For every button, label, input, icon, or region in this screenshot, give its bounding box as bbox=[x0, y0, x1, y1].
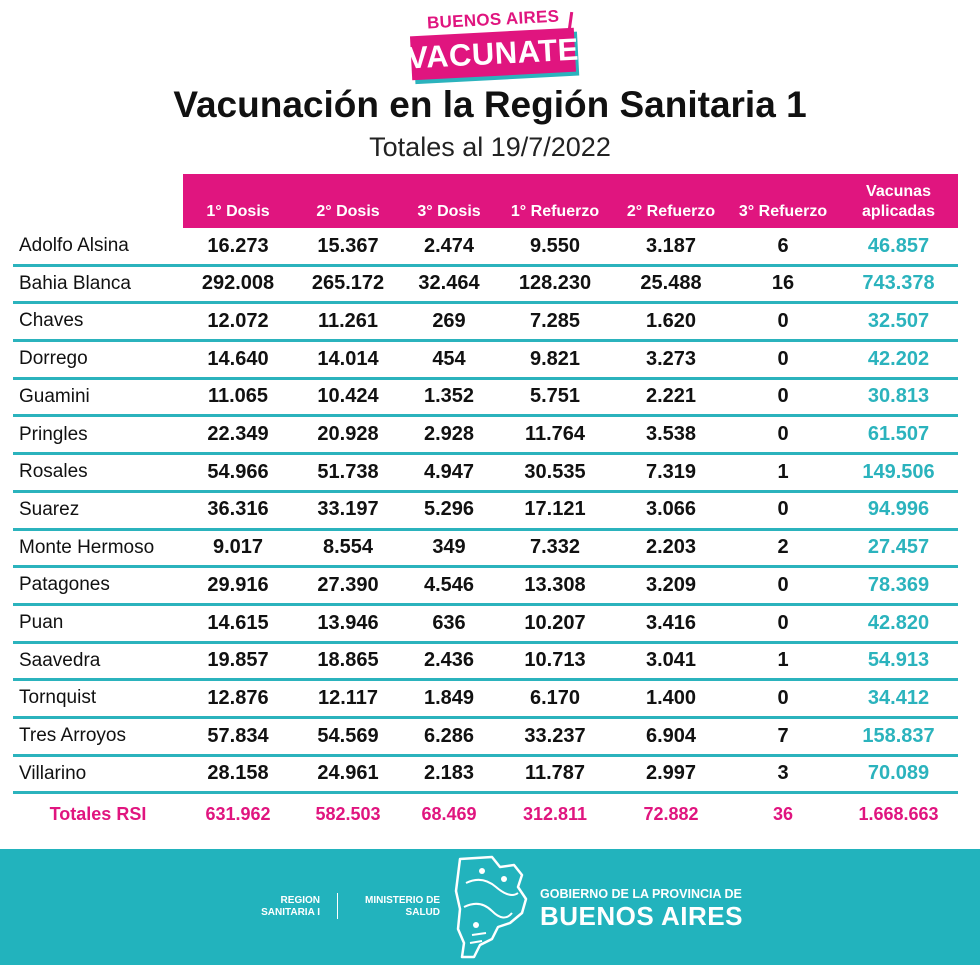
row-district-name: Suarez bbox=[19, 498, 80, 520]
footer-divider bbox=[337, 893, 338, 919]
row-value-cell: 33.197 bbox=[317, 498, 379, 521]
footer bbox=[0, 849, 980, 965]
row-value-cell: 12.072 bbox=[207, 309, 269, 332]
row-value-cell: 20.928 bbox=[317, 423, 379, 445]
row-value-cell: 3.187 bbox=[645, 234, 697, 257]
row-value-cell: 8.554 bbox=[322, 536, 374, 559]
col-head-refuerzo-3: 3° Refuerzo bbox=[738, 203, 828, 220]
row-value-cell: 3 bbox=[777, 762, 789, 785]
row-district-name: Patagones bbox=[19, 574, 110, 596]
footer-ministry-line2: SALUD bbox=[405, 907, 440, 918]
row-value-cell: 30.535 bbox=[524, 460, 586, 483]
row-value-cell: 1.620 bbox=[645, 309, 697, 332]
row-value-cell: 10.424 bbox=[317, 385, 379, 408]
row-value-cell: 4.947 bbox=[423, 460, 475, 483]
row-value-cell: 349 bbox=[432, 536, 466, 559]
totals-dosis-2: 582.503 bbox=[315, 803, 381, 824]
row-total-cell: 149.506 bbox=[862, 460, 935, 483]
totals-dosis-3: 68.469 bbox=[421, 803, 477, 824]
row-total-cell: 42.202 bbox=[867, 347, 930, 370]
row-value-cell: 2.221 bbox=[645, 385, 697, 408]
row-total-cell: 32.507 bbox=[867, 309, 930, 332]
row-value-cell: 0 bbox=[777, 611, 789, 634]
totals-vacunas: 1.668.663 bbox=[858, 803, 939, 824]
row-value-cell: 0 bbox=[777, 498, 789, 521]
table-row bbox=[13, 493, 958, 531]
page-title: Vacunación en la Región Sanitaria 1 bbox=[173, 84, 807, 125]
row-value-cell: 2.183 bbox=[423, 762, 475, 785]
footer-ministry-line1: MINISTERIO DE bbox=[364, 895, 440, 906]
row-value-cell: 7.285 bbox=[529, 309, 581, 332]
col-head-dosis-2: 2° Dosis bbox=[316, 203, 380, 220]
row-value-cell: 29.916 bbox=[207, 573, 269, 596]
col-head-refuerzo-2: 2° Refuerzo bbox=[626, 203, 716, 220]
totals-refuerzo-2: 72.882 bbox=[643, 803, 699, 824]
row-total-cell: 42.820 bbox=[867, 611, 930, 634]
table-row bbox=[13, 531, 958, 569]
row-value-cell: 15.367 bbox=[317, 234, 379, 257]
row-value-cell: 7 bbox=[777, 724, 789, 747]
col-head-refuerzo-1: 1° Refuerzo bbox=[510, 203, 600, 220]
row-total-cell: 78.369 bbox=[867, 573, 930, 596]
row-value-cell: 24.961 bbox=[317, 762, 379, 785]
row-value-cell: 9.017 bbox=[212, 536, 264, 559]
row-district-name: Pringles bbox=[19, 423, 88, 445]
row-value-cell: 2 bbox=[777, 536, 789, 559]
table-row bbox=[13, 342, 958, 380]
row-value-cell: 6.904 bbox=[645, 724, 697, 747]
row-value-cell: 3.416 bbox=[645, 611, 697, 634]
row-district-name: Villarino bbox=[19, 762, 87, 784]
table-row bbox=[13, 418, 958, 456]
page-subtitle: Totales al 19/7/2022 bbox=[369, 132, 611, 162]
row-value-cell: 454 bbox=[432, 347, 466, 370]
row-value-cell: 10.207 bbox=[524, 611, 586, 634]
row-value-cell: 6.286 bbox=[423, 724, 475, 747]
row-value-cell: 7.332 bbox=[529, 536, 581, 559]
totals-refuerzo-3: 36 bbox=[772, 803, 794, 824]
row-value-cell: 11.787 bbox=[524, 762, 586, 785]
row-value-cell: 13.946 bbox=[317, 611, 379, 634]
table-row bbox=[13, 681, 958, 719]
footer-gov-small: GOBIERNO DE LA PROVINCIA DE bbox=[540, 887, 742, 901]
row-total-cell: 54.913 bbox=[867, 649, 930, 672]
row-district-name: Tres Arroyos bbox=[19, 725, 126, 747]
row-value-cell: 3.273 bbox=[645, 347, 697, 370]
row-value-cell: 1 bbox=[777, 460, 789, 483]
col-head-vacunas-aplicadas: Vacunas aplicadas bbox=[862, 183, 935, 220]
row-total-cell: 61.507 bbox=[867, 423, 930, 445]
table-row bbox=[13, 267, 958, 305]
row-value-cell: 1.352 bbox=[423, 385, 475, 408]
footer-region-line1: REGION bbox=[280, 895, 320, 906]
row-value-cell: 28.158 bbox=[207, 762, 269, 785]
row-value-cell: 14.014 bbox=[317, 347, 379, 370]
totals-label: Totales RSI bbox=[49, 803, 147, 824]
footer-gov-big: BUENOS AIRES bbox=[540, 901, 743, 931]
row-value-cell: 57.834 bbox=[207, 724, 269, 747]
row-district-name: Monte Hermoso bbox=[19, 536, 155, 558]
logo-top-text: BUENOS AIRES bbox=[426, 6, 560, 33]
row-total-cell: 46.857 bbox=[867, 234, 930, 257]
row-value-cell: 6.170 bbox=[529, 686, 581, 709]
row-value-cell: 11.065 bbox=[207, 385, 269, 408]
row-value-cell: 5.751 bbox=[529, 385, 581, 408]
row-value-cell: 2.928 bbox=[423, 423, 475, 445]
row-value-cell: 22.349 bbox=[207, 423, 269, 445]
row-value-cell: 12.876 bbox=[207, 686, 269, 709]
row-district-name: Bahia Blanca bbox=[19, 272, 131, 294]
row-value-cell: 292.008 bbox=[201, 272, 275, 295]
row-value-cell: 11.261 bbox=[317, 309, 379, 332]
row-value-cell: 0 bbox=[777, 423, 789, 445]
row-value-cell: 11.764 bbox=[524, 423, 586, 445]
row-value-cell: 19.857 bbox=[207, 649, 269, 672]
row-value-cell: 54.966 bbox=[207, 460, 269, 483]
row-value-cell: 54.569 bbox=[317, 724, 379, 747]
row-value-cell: 18.865 bbox=[317, 649, 379, 672]
row-total-cell: 743.378 bbox=[862, 272, 935, 295]
row-value-cell: 0 bbox=[777, 347, 789, 370]
row-value-cell: 25.488 bbox=[640, 272, 702, 295]
row-value-cell: 3.209 bbox=[645, 573, 697, 596]
row-district-name: Guamini bbox=[19, 385, 90, 407]
row-value-cell: 4.546 bbox=[423, 573, 475, 596]
row-value-cell: 9.821 bbox=[529, 347, 581, 370]
row-value-cell: 13.308 bbox=[524, 573, 586, 596]
table-row bbox=[13, 568, 958, 606]
row-value-cell: 265.172 bbox=[311, 272, 385, 295]
totals-dosis-1: 631.962 bbox=[205, 803, 271, 824]
table-row bbox=[13, 229, 958, 267]
footer-region bbox=[250, 895, 320, 919]
row-value-cell: 269 bbox=[432, 309, 466, 332]
logo-main-text: VACUNATE bbox=[406, 31, 580, 76]
footer-ministry bbox=[350, 895, 440, 919]
row-value-cell: 14.615 bbox=[207, 611, 269, 634]
row-value-cell: 27.390 bbox=[317, 573, 379, 596]
row-value-cell: 636 bbox=[432, 611, 466, 634]
row-value-cell: 51.738 bbox=[317, 460, 379, 483]
table-row bbox=[13, 304, 958, 342]
buenos-aires-province-map-icon bbox=[452, 853, 532, 959]
totals-refuerzo-1: 312.811 bbox=[522, 803, 588, 824]
col-head-dosis-1: 1° Dosis bbox=[206, 203, 270, 220]
row-value-cell: 6 bbox=[777, 234, 789, 257]
row-value-cell: 2.997 bbox=[645, 762, 697, 785]
row-district-name: Chaves bbox=[19, 310, 84, 332]
row-value-cell: 0 bbox=[777, 385, 789, 408]
table-row bbox=[13, 719, 958, 757]
row-district-name: Adolfo Alsina bbox=[19, 235, 129, 256]
table-row bbox=[13, 380, 958, 418]
row-district-name: Saavedra bbox=[19, 649, 101, 671]
row-value-cell: 1.400 bbox=[645, 686, 697, 709]
table-row bbox=[13, 606, 958, 644]
row-value-cell: 2.203 bbox=[645, 536, 697, 559]
row-total-cell: 70.089 bbox=[867, 762, 930, 785]
row-value-cell: 33.237 bbox=[524, 724, 586, 747]
row-value-cell: 3.538 bbox=[645, 423, 697, 445]
row-value-cell: 32.464 bbox=[418, 272, 480, 295]
row-value-cell: 1.849 bbox=[423, 686, 475, 709]
row-value-cell: 16 bbox=[771, 272, 795, 295]
vacunate-logo bbox=[405, 6, 585, 78]
row-value-cell: 0 bbox=[777, 573, 789, 596]
row-district-name: Dorrego bbox=[19, 348, 88, 370]
row-value-cell: 10.713 bbox=[524, 649, 586, 672]
row-value-cell: 16.273 bbox=[207, 234, 269, 257]
row-district-name: Puan bbox=[19, 612, 64, 633]
row-value-cell: 17.121 bbox=[524, 498, 586, 521]
row-total-cell: 94.996 bbox=[867, 498, 930, 521]
col-head-dosis-3: 3° Dosis bbox=[417, 203, 481, 220]
totals-row bbox=[13, 797, 958, 835]
row-divider bbox=[13, 791, 958, 794]
row-value-cell: 0 bbox=[777, 309, 789, 332]
row-district-name: Rosales bbox=[19, 461, 88, 483]
row-value-cell: 0 bbox=[777, 686, 789, 709]
footer-region-line2: SANITARIA I bbox=[261, 907, 320, 918]
row-district-name: Tornquist bbox=[19, 687, 97, 709]
row-value-cell: 1 bbox=[777, 649, 789, 672]
row-value-cell: 3.041 bbox=[645, 649, 697, 672]
row-value-cell: 12.117 bbox=[317, 686, 379, 709]
row-value-cell: 9.550 bbox=[529, 234, 581, 257]
table-row bbox=[13, 757, 958, 795]
table-row bbox=[13, 644, 958, 682]
row-value-cell: 3.066 bbox=[645, 498, 697, 521]
row-total-cell: 27.457 bbox=[867, 536, 930, 559]
row-value-cell: 128.230 bbox=[518, 272, 592, 295]
row-value-cell: 2.474 bbox=[423, 234, 475, 257]
row-value-cell: 7.319 bbox=[645, 460, 697, 483]
row-value-cell: 2.436 bbox=[423, 649, 475, 672]
logo-badge bbox=[406, 28, 580, 81]
row-value-cell: 14.640 bbox=[207, 347, 269, 370]
row-total-cell: 30.813 bbox=[867, 385, 930, 408]
row-value-cell: 36.316 bbox=[207, 498, 269, 521]
table-row bbox=[13, 455, 958, 493]
row-total-cell: 34.412 bbox=[867, 686, 930, 709]
row-value-cell: 5.296 bbox=[423, 498, 475, 521]
row-total-cell: 158.837 bbox=[862, 724, 935, 747]
